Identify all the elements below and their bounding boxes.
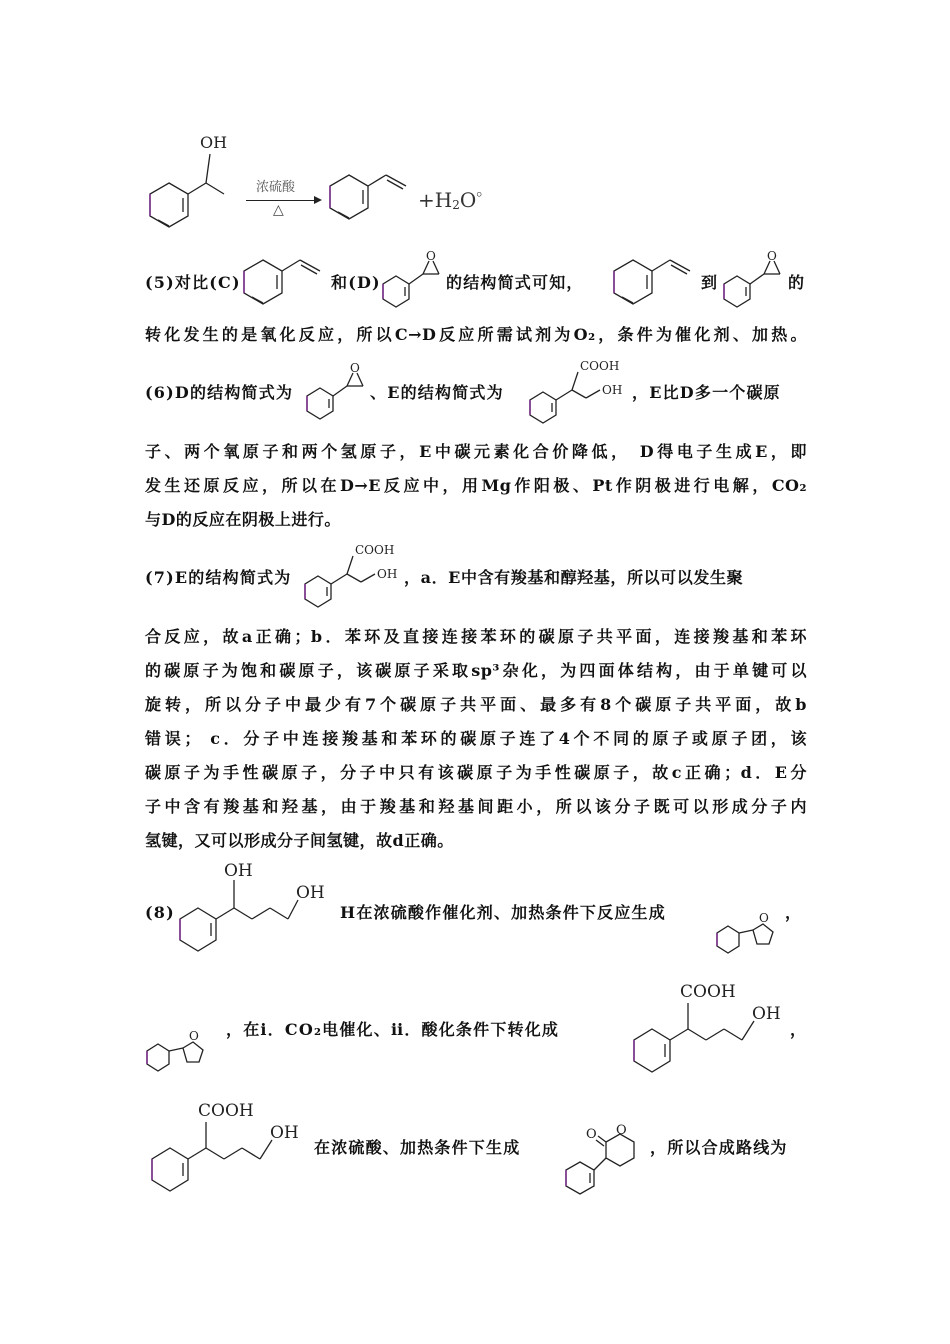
p5-text-b: 和(D) [331,273,381,292]
svg-text:O: O [616,1123,627,1138]
e-structure [528,356,638,421]
p8-label: (8) [145,903,175,922]
water-product: $+H_2O^。$ [418,180,493,212]
h-diol-structure [178,858,343,953]
reactant-phenylethanol-structure [148,130,238,225]
p7-text-a: (7)E的结构简式为 [145,568,292,587]
oh-label-2: OH [296,883,325,903]
p6-line3: 发生还原反应，所以在D→E反应中，用Mg作阳极、Pt作阴极进行电解，CO₂ [145,476,807,495]
oh-label: OH [200,133,228,152]
cooh-label: COOH [355,543,395,557]
p6-text-c: ，E比D多一个碳原 [632,383,781,402]
p8-comma-3: ， [790,1020,808,1039]
p6-line2: 子、两个氧原子和两个氢原子，E中碳元素化合价降低， D得电子生成E，即 [145,442,807,461]
oh-label-1: OH [224,861,253,881]
p7-line4: 旋转，所以分子中最少有7个碳原子共平面、最多有8个碳原子共平面，故b [145,695,807,714]
p5-line2: 转化发生的是氧化反应，所以C→D反应所需试剂为O₂，条件为催化剂、加热。 [145,325,807,344]
p8-text-2: ，在ⅰ．CO₂电催化、ⅱ．酸化条件下转化成 [226,1020,560,1039]
svg-text:O: O [767,249,777,263]
oh-label: OH [602,383,623,397]
product-styrene-structure [328,165,418,230]
o-label: O [759,911,769,925]
p6-text-a: (6)D的结构简式为 [145,383,294,402]
oh-label: OH [270,1123,299,1143]
cooh-label: COOH [680,982,736,1002]
p7-line3: 的碳原子为饱和碳原子，该碳原子采取sp³杂化，为四面体结构，由于单键可以 [145,661,807,680]
p7-line7: 子中含有羧基和羟基，由于羧基和羟基间距小，所以该分子既可以形成分子内 [145,797,807,816]
p8-text-4: ，所以合成路线为 [650,1138,788,1157]
p5-text-d: 到 [701,273,719,292]
hydroxy-acid-structure-2 [150,1094,315,1189]
p7-line6: 碳原子为手性碳原子，分子中只有该碳原子为手性碳原子，故c正确；d．E分 [145,763,807,782]
e-structure-2 [303,540,413,605]
epoxide-d-structure-2 [305,360,375,420]
p6-text-b: 、E的结构简式为 [370,383,504,402]
p7-line8: 氢键，又可以形成分子间氢键，故d正确。 [145,831,454,850]
p5-text-c: 的结构简式可知， [446,273,584,292]
oh-label: OH [752,1004,781,1024]
epoxide-structure-2 [722,248,792,308]
p8-text-3: 在浓硫酸、加热条件下生成 [314,1138,521,1157]
styrene-structure-2 [612,252,702,307]
p7-line5: 错误； c．分子中连接羧基和苯环的碳原子连了4个不同的原子或原子团，该 [145,729,807,748]
arrow-condition-top: 浓硫酸 [256,180,296,195]
epoxide-d-structure [381,248,451,308]
cooh-label: COOH [198,1101,254,1121]
cooh-label: COOH [580,359,620,373]
svg-text:O: O [586,1127,597,1142]
p8-comma-1: ， [785,903,803,922]
svg-text:O: O [350,361,360,375]
p7-text-b: ，a．E中含有羧基和醇羟基，所以可以发生聚 [404,568,744,587]
lactone-structure [562,1118,647,1193]
arrow-condition-bottom: △ [273,202,284,218]
thf-product-structure [715,910,795,955]
p7-line2: 合反应，故a正确；b．苯环及直接连接苯环的碳原子共平面，连接羧基和苯环 [145,627,807,646]
styrene-c-structure [242,252,332,307]
hydroxy-acid-structure [632,975,792,1070]
thf-structure-2 [145,1028,225,1073]
p8-text-1: H在浓硫酸作催化剂、加热条件下反应生成 [340,903,666,922]
p6-line4: 与D的反应在阴极上进行。 [145,510,341,529]
oh-label: OH [377,567,398,581]
svg-text:O: O [426,249,436,263]
p5-text-a: (5)对比(C) [145,273,241,292]
p5-text-e: 的 [788,273,806,292]
o-label: O [189,1029,199,1043]
